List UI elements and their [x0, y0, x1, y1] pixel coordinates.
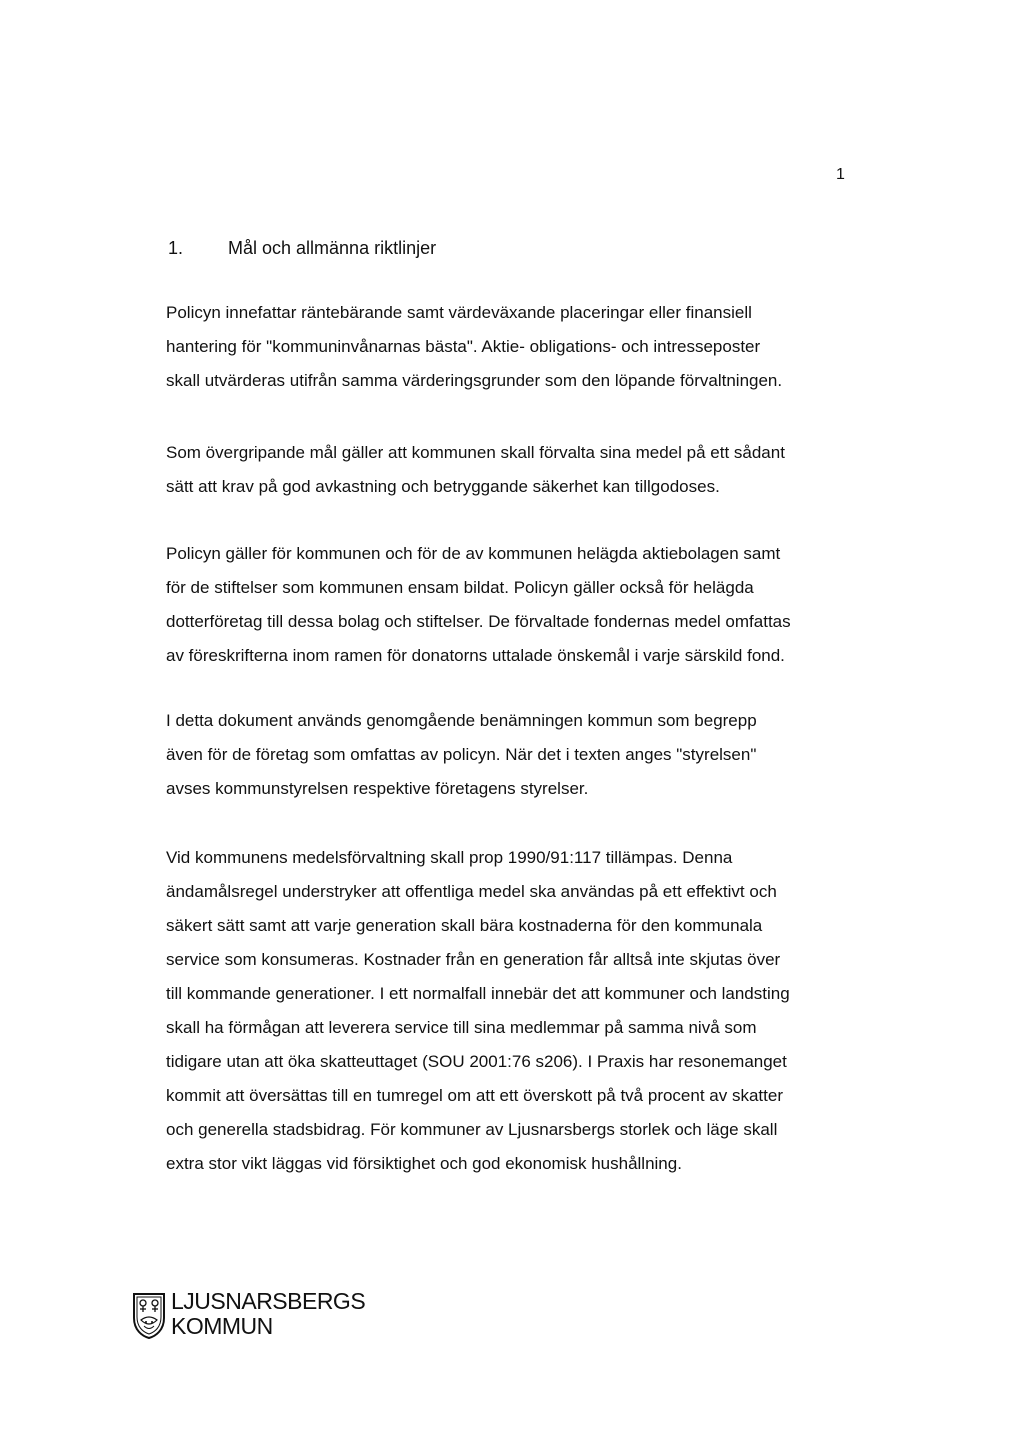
section-number: 1. — [168, 238, 184, 258]
text-line: extra stor vikt läggas vid försiktighet och god ekonomisk hushållning. — [166, 1154, 682, 1173]
text-line: hantering för "kommuninvånarnas bästa". Aktie- obligations- och intresseposter — [166, 337, 761, 356]
text-line: I detta dokument används genomgående benämningen kommun som begrepp — [166, 711, 757, 730]
paragraph-scope — [166, 296, 846, 398]
paragraph-applicability — [166, 537, 846, 673]
logo-line-2: KOMMUN — [171, 1313, 273, 1339]
text-line: avses kommunstyrelsen respektive företagens styrelser. — [166, 779, 589, 798]
text-line: skall utvärderas utifrån samma värderingsgrunder som den löpande förvaltningen. — [166, 371, 783, 390]
section-title: Mål och allmänna riktlinjer — [228, 238, 437, 258]
text-line: service som konsumeras. Kostnader från en generation får alltså inte skjutas över — [166, 950, 781, 969]
text-line: sätt att krav på god avkastning och betryggande säkerhet kan tillgodoses. — [166, 477, 720, 496]
text-line: Policyn gäller för kommunen och för de av kommunen helägda aktiebolagen samt — [166, 544, 781, 563]
section-heading — [168, 238, 436, 259]
text-line: säkert sätt samt att varje generation skall bära kostnaderna för den kommunala — [166, 916, 763, 935]
page-number: 1 — [836, 166, 845, 183]
text-line: ändamålsregel understryker att offentliga medel ska användas på ett effektivt och — [166, 882, 777, 901]
paragraph-management-rules — [166, 841, 846, 1181]
text-line: och generella stadsbidrag. För kommuner av Ljusnarsbergs storlek och läge skall — [166, 1120, 778, 1139]
text-line: Vid kommunens medelsförvaltning skall prop 1990/91:117 tillämpas. Denna — [166, 848, 733, 867]
text-line: Som övergripande mål gäller att kommunen skall förvalta sina medel på ett sådant — [166, 443, 785, 462]
logo-line-1: LJUSNARSBERGS — [171, 1288, 366, 1314]
paragraph-terminology — [166, 704, 846, 806]
municipality-logo — [131, 1288, 365, 1340]
paragraph-overall-goal — [166, 436, 846, 504]
text-line: av föreskrifterna inom ramen för donatorns uttalade önskemål i varje särskild fond. — [166, 646, 785, 665]
text-line: tidigare utan att öka skatteuttaget (SOU 2001:76 s206). I Praxis har resonemanget — [166, 1052, 787, 1071]
text-line: skall ha förmågan att leverera service till sina medlemmar på samma nivå som — [166, 1018, 757, 1037]
coat-of-arms-icon — [131, 1288, 167, 1340]
text-line: även för de företag som omfattas av policyn. När det i texten anges "styrelsen" — [166, 745, 757, 764]
text-line: för de stiftelser som kommunen ensam bildat. Policyn gäller också för helägda — [166, 578, 754, 597]
text-line: kommit att översättas till en tumregel om att ett överskott på två procent av skatter — [166, 1086, 783, 1105]
text-line: till kommande generationer. I ett normalfall innebär det att kommuner och landsting — [166, 984, 790, 1003]
text-line: Policyn innefattar räntebärande samt värdeväxande placeringar eller finansiell — [166, 303, 752, 322]
text-line: dotterföretag till dessa bolag och stiftelser. De förvaltade fondernas medel omfattas — [166, 612, 791, 631]
logo-wordmark — [171, 1289, 365, 1339]
